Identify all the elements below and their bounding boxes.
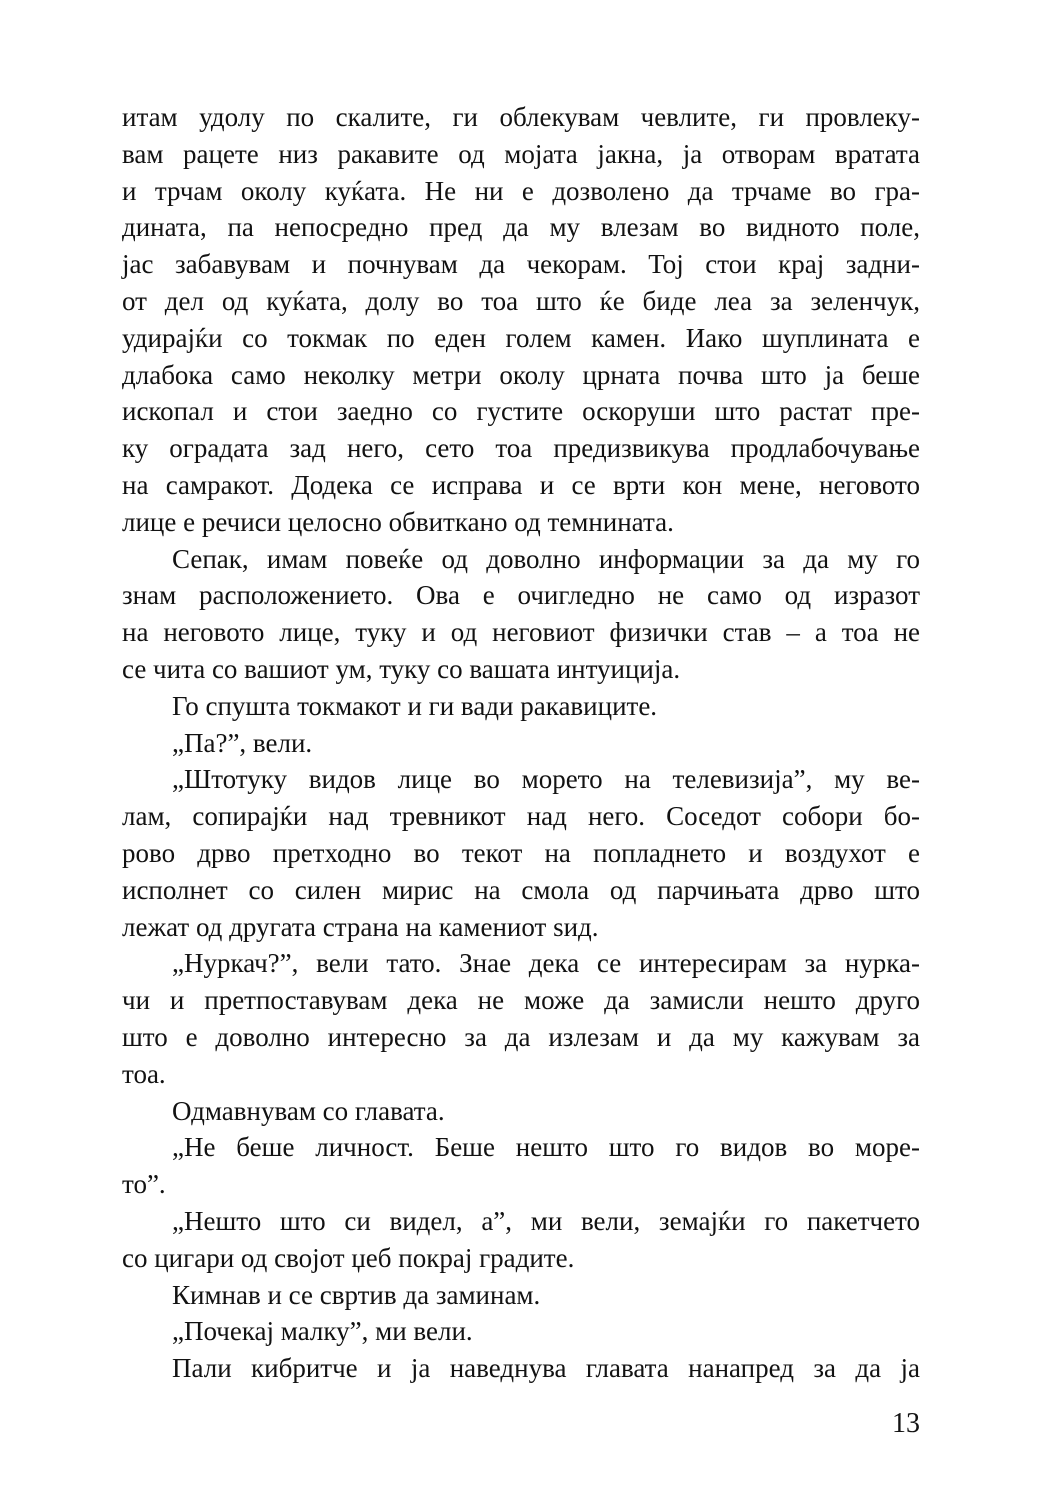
text-line: чи и претпоставувам дека не може да замисли нешто друго xyxy=(122,985,920,1016)
text-line: знам расположението. Ова е очигледно не само од изразот xyxy=(122,580,920,611)
text-line: рово дрво претходно во текот на попладнето и воздухот е xyxy=(122,837,920,868)
text-line: лице е речиси целосно обвиткано од темнината. xyxy=(122,506,674,537)
text-line: лам, сопирајќи над тревникот над него. Соседот собори бо- xyxy=(122,801,920,832)
page-number: 13 xyxy=(892,1408,920,1439)
text-line: Одмавнувам со главата. xyxy=(172,1095,445,1126)
text-line: јас забавувам и почнувам да чекорам. Тој стои крај задни- xyxy=(122,249,920,280)
paragraph xyxy=(122,541,920,688)
paragraph xyxy=(122,725,920,762)
text-line: лежат од другата страна на камениот ѕид. xyxy=(122,911,599,942)
text-line: „Почекај малку”, ми вели. xyxy=(172,1316,473,1347)
text-line: на неговото лице, туку и од неговиот физички став – а тоа не xyxy=(122,617,920,648)
paragraph xyxy=(122,1093,920,1130)
text-line: и трчам околу куќата. Не ни е дозволено да трчаме во гра- xyxy=(122,175,920,206)
text-line: „Не беше личност. Беше нешто што го видов во море- xyxy=(172,1132,920,1163)
paragraph xyxy=(122,688,920,725)
text-line: се чита со вашиот ум, туку со вашата интуиција. xyxy=(122,653,681,684)
text-line: ископал и стои заедно со густите оскоруши што растат пре- xyxy=(122,396,920,427)
text-line: исполнет со силен мирис на смола од парчињата дрво што xyxy=(122,874,920,905)
text-line: Го спушта токмакот и ги вади ракавиците. xyxy=(172,690,658,721)
paragraph xyxy=(122,99,920,541)
text-line: со цигари од својот џеб покрај градите. xyxy=(122,1242,575,1273)
text-line: што е доволно интересно за да излезам и да му кажувам за xyxy=(122,1021,920,1052)
text-line: „Па?”, вели. xyxy=(172,727,313,758)
text-block xyxy=(122,99,920,1387)
text-line: ку оградата зад него, сето тоа предизвикува продлабочување xyxy=(122,433,920,464)
text-line: „Нуркач?”, вели тато. Знае дека се интересирам за нурка- xyxy=(172,948,920,979)
text-line: вам рацете низ ракавите од мојата јакна, ја отворам вратата xyxy=(122,138,920,169)
paragraph xyxy=(122,1350,920,1387)
text-line: „Нешто што си видел, а”, ми вели, земајќи го пакетчето xyxy=(172,1205,920,1236)
paragraph xyxy=(122,761,920,945)
paragraph xyxy=(122,1313,920,1350)
text-line: Пали кибритче и ја наведнува главата нанапред за да ја xyxy=(172,1353,920,1384)
paragraph xyxy=(122,1129,920,1203)
paragraph xyxy=(122,1277,920,1314)
text-line: дината, па непосредно пред да му влезам во видното поле, xyxy=(122,212,920,243)
text-line: длабока само неколку метри околу црната почва што ја беше xyxy=(122,359,920,390)
text-line: итам удолу по скалите, ги облекувам чевлите, ги провлеку- xyxy=(122,102,920,132)
text-line: Сепак, имам повеќе од доволно информации за да му го xyxy=(172,543,920,574)
text-line: удирајќи со токмак по еден голем камен. Иако шуплината е xyxy=(122,322,920,353)
text-line: то”. xyxy=(122,1169,166,1200)
text-line: от дел од куќата, долу во тоа што ќе биде леа за зеленчук, xyxy=(122,285,920,316)
text-line: „Штотуку видов лице во морето на телевизија”, му ве- xyxy=(172,764,920,795)
text-line: тоа. xyxy=(122,1058,166,1089)
paragraph xyxy=(122,945,920,1092)
text-line: на самракот. Додека се исправа и се врти кон мене, неговото xyxy=(122,469,920,500)
text-line: Кимнав и се свртив да заминам. xyxy=(172,1279,541,1310)
paragraph xyxy=(122,1203,920,1277)
